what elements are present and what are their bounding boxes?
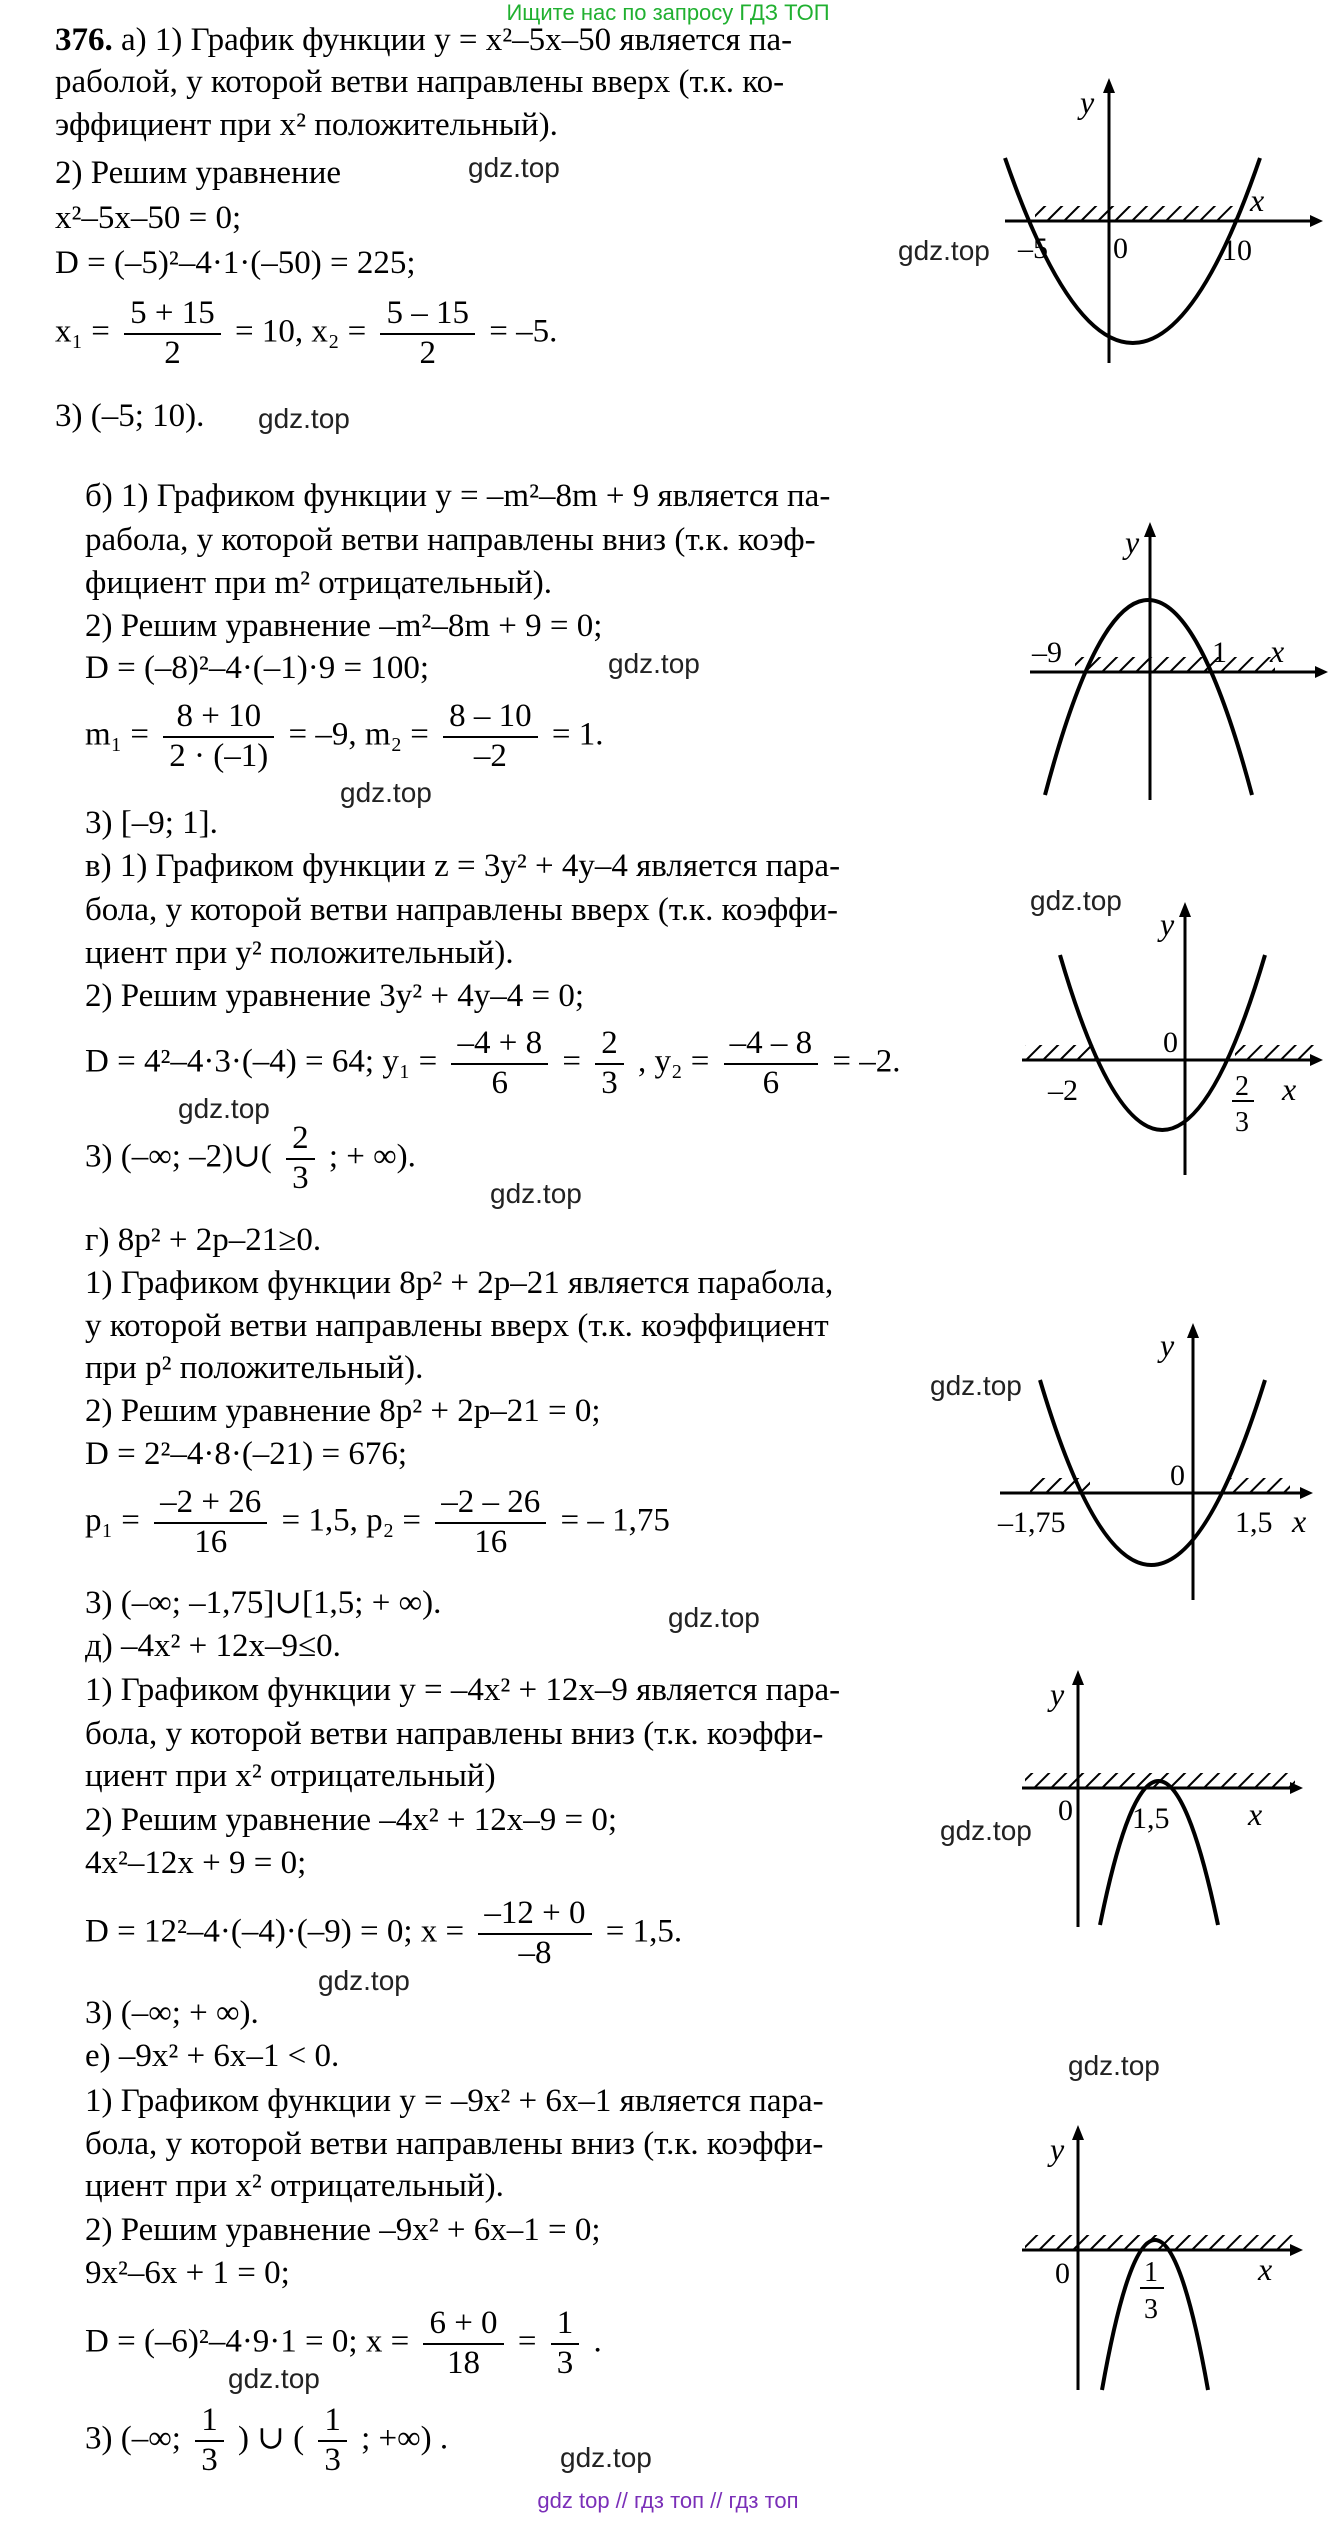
axis-y-label: y [1160,906,1175,942]
top-banner[interactable]: Ищите нас по запросу ГДЗ ТОП [506,0,830,25]
fraction: $\frac{8 + 10}{2 \cdot (-1)}$ [163,698,274,776]
part-b-roots: m₁ = $\frac{8 + 10}{2 \cdot (-1)}$ = –9, m₂ = $\frac{8 - 10}{-2}$ = 1. [85,698,604,774]
part-e-line-1: 1) Графиком функции y = –9x² + 6x–1 является пара- [85,2083,824,2119]
part-b-line-1: б) 1) Графиком функции y = –m²–8m + 9 является па- [85,478,831,514]
part-d-line-0: д) –4x² + 12x–9≤0. [85,1628,341,1664]
graph-part-v [1020,895,1330,1185]
origin-label: 0 [1163,1026,1178,1059]
watermark: gdz.top [560,2442,652,2473]
vertex-label: 1,5 [1132,1802,1170,1835]
watermark: gdz.top [668,1602,760,1633]
part-b-line-3: фициент при m² отрицательный). [85,565,553,601]
part-e-answer: 3) (–∞; $\frac{1}{3}$ ) ∪ ( $\frac{1}{3}$ ; +∞) . [85,2402,449,2478]
vertex-label: 3 [1144,2294,1158,2325]
part-a-line-3: эффициент при x² положительный). [55,107,558,143]
part-e-line-4: 2) Решим уравнение –9x² + 6x–1 = 0; [85,2212,601,2248]
part-b-line-4: 2) Решим уравнение –m²–8m + 9 = 0; [85,608,603,644]
fraction: $\frac{2}{3}$ [286,1120,315,1198]
part-d-line-2: бола, у которой ветви направлены вниз (т.к. коэффи- [85,1716,824,1752]
watermark: gdz.top [258,403,350,434]
watermark: gdz.top [490,1178,582,1209]
fraction: $\frac{-2 + 26}{16}$ [154,1484,267,1562]
part-g-line-5: D = 2²–4·8·(–21) = 676; [85,1436,408,1472]
part-e-line-5: 9x²–6x + 1 = 0; [85,2255,290,2291]
axis-y-label: y [1160,1327,1175,1363]
root-label: 1 [1212,636,1227,669]
root-label: 1,5 [1235,1506,1273,1539]
part-a-line-1: 376. а) 1) График функции y = x²–5x–50 является па- [55,22,793,58]
fraction: $\frac{2}{3}$ [595,1025,624,1103]
watermark: gdz.top [1030,885,1122,916]
root-label: 3 [1235,1107,1249,1138]
watermark: gdz.top [608,648,700,679]
part-g-line-4: 2) Решим уравнение 8p² + 2p–21 = 0; [85,1393,601,1429]
axis-y-label: y [1050,2131,1065,2167]
fraction: $\frac{5 - 15}{2}$ [380,295,475,373]
watermark: gdz.top [318,1965,410,1996]
fraction: $\frac{8 - 10}{-2}$ [443,698,538,776]
part-d-line-4: 2) Решим уравнение –4x² + 12x–9 = 0; [85,1802,618,1838]
graph-part-e [1020,2115,1330,2395]
root-label: 2 [1235,1071,1249,1102]
part-e-root: D = (–6)²–4·9·1 = 0; x = $\frac{6 + 0}{18}$ = $\frac{1}{3}$ . [85,2305,602,2381]
watermark: gdz.top [940,1815,1032,1846]
graph-part-g [990,1310,1330,1610]
fraction: $\frac{1}{3}$ [195,2402,224,2480]
part-g-line-3: при p² положительный). [85,1350,424,1386]
watermark: gdz.top [340,777,432,808]
axis-x-label: x [1292,1503,1307,1539]
graph-part-b [1020,515,1330,805]
fraction: $\frac{5 + 15}{2}$ [124,295,221,373]
part-g-line-1: 1) Графиком функции 8p² + 2p–21 является парабола, [85,1265,834,1301]
axis-y-label: y [1050,1676,1065,1712]
graph-part-a [985,78,1325,368]
origin-label: 0 [1113,232,1128,265]
axis-x-label: x [1258,2251,1273,2287]
part-d-line-1: 1) Графиком функции y = –4x² + 12x–9 является пара- [85,1672,841,1708]
part-a-roots: x₁ = $\frac{5 + 15}{2}$ = 10, x₂ = $\frac{5 - 15}{2}$ = –5. [55,295,558,371]
part-b-answer: 3) [–9; 1]. [85,805,218,841]
part-b-line-2: рабола, у которой ветви направлены вниз (т.к. коэф- [85,522,816,558]
part-d-line-5: 4x²–12x + 9 = 0; [85,1845,307,1881]
part-v-roots: D = 4²–4·3·(–4) = 64; y₁ = $\frac{-4 + 8}{6}$ = $\frac{2}{3}$ , y₂ = $\frac{-4 - 8}{6}$ = –2. [85,1025,901,1101]
part-g-roots: p₁ = $\frac{-2 + 26}{16}$ = 1,5, p₂ = $\frac{-2 - 26}{16}$ = – 1,75 [85,1484,670,1560]
part-a-line-5: x²–5x–50 = 0; [55,200,242,236]
part-a-line-6: D = (–5)²–4·1·(–50) = 225; [55,245,416,281]
part-v-answer: 3) (–∞; –2)∪( $\frac{2}{3}$ ; + ∞). [85,1120,416,1196]
fraction: $\frac{1}{3}$ [551,2305,580,2383]
part-a-line-2: раболой, у которой ветви направлены вверх (т.к. ко- [55,64,785,100]
fraction: $\frac{1}{3}$ [318,2402,347,2480]
part-d-answer: 3) (–∞; + ∞). [85,1995,259,2031]
part-e-line-0: е) –9x² + 6x–1 < 0. [85,2038,340,2074]
part-g-line-0: г) 8p² + 2p–21≥0. [85,1222,322,1258]
fraction: $\frac{-4 + 8}{6}$ [451,1025,548,1103]
axis-y-label: y [1125,524,1140,560]
part-v-line-4: 2) Решим уравнение 3y² + 4y–4 = 0; [85,978,585,1014]
watermark: gdz.top [1068,2050,1160,2081]
origin-label: 0 [1058,1794,1073,1827]
part-e-line-3: циент при x² отрицательный). [85,2168,504,2204]
bottom-banner[interactable]: gdz top // гдз топ // гдз топ [537,2488,799,2513]
part-d-root: D = 12²–4·(–4)·(–9) = 0; x = $\frac{-12 + 0}{-8}$ = 1,5. [85,1895,683,1971]
watermark: gdz.top [228,2363,320,2394]
part-v-line-3: циент при y² положительный). [85,935,514,971]
origin-label: 0 [1170,1459,1185,1492]
part-d-line-3: циент при x² отрицательный) [85,1758,496,1794]
problem-number: 376. [55,22,113,58]
root-label: –2 [1048,1074,1078,1107]
axis-x-label: x [1270,633,1285,669]
watermark: gdz.top [898,235,990,266]
graph-part-d [1020,1665,1330,1935]
root-label: –9 [1032,636,1062,669]
root-label: –5 [1018,232,1048,265]
part-v-line-2: бола, у которой ветви направлены вверх (т.к. коэффи- [85,892,839,928]
watermark: gdz.top [930,1370,1022,1401]
root-label: 10 [1222,234,1252,267]
part-g-answer: 3) (–∞; –1,75]∪[1,5; + ∞). [85,1585,442,1621]
part-b-line-5: D = (–8)²–4·(–1)·9 = 100; [85,650,430,686]
fraction: $\frac{-4 - 8}{6}$ [724,1025,819,1103]
vertex-label: 1 [1144,2257,1158,2288]
root-label: –1,75 [998,1506,1066,1539]
part-e-line-2: бола, у которой ветви направлены вниз (т.к. коэффи- [85,2126,824,2162]
axis-y-label: y [1080,84,1095,120]
watermark: gdz.top [178,1093,270,1124]
fraction: $\frac{6 + 0}{18}$ [423,2305,503,2383]
fraction: $\frac{-2 - 26}{16}$ [435,1484,546,1562]
axis-x-label: x [1250,182,1265,218]
part-a-answer: 3) (–5; 10). [55,398,205,434]
axis-x-label: x [1282,1071,1297,1107]
watermark: gdz.top [468,152,560,183]
origin-label: 0 [1055,2257,1070,2290]
part-a-line-4: 2) Решим уравнение [55,155,342,191]
part-g-line-2: у которой ветви направлены вверх (т.к. коэффициент [85,1308,829,1344]
axis-x-label: x [1248,1796,1263,1832]
fraction: $\frac{-12 + 0}{-8}$ [478,1895,591,1973]
part-v-line-1: в) 1) Графиком функции z = 3y² + 4y–4 является пара- [85,848,841,884]
